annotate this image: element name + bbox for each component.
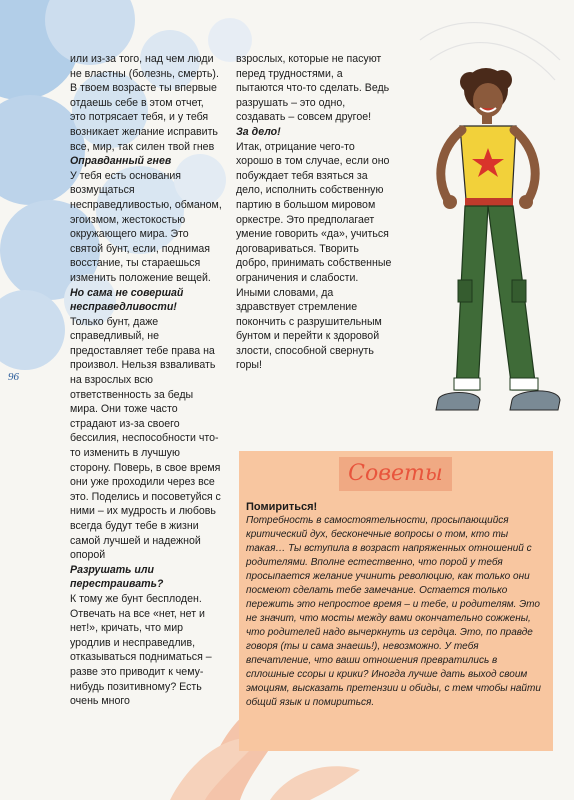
- column-left: [70, 52, 222, 709]
- tips-body: Потребность в самостоятельности, просыпающийся критический дух, бесконечные вопросы о том, кто ты такая… Ты вступила в возраст напряженных отношений с родителями. Вполне естественно, что порой у тебя просыпается желание учинить революцию, как только они посмеют сделать тебе замечание. Остается только пережить это непростое время – и тебе, и родителям. Это не значит, что мосты между вами окончательно сожжены, что родителей надо вычеркнуть из сердца. Это, по правде говоря (ты и сама знаешь!), невозможно. У тебя впечатление, что ваши отношения превратились в сплошные ссоры и крики? Иногда лучше дать выход своим эмоциям, высказать претензии и обиды, с тем чтобы найти общий язык и помириться.: [246, 515, 541, 708]
- tips-title: Советы: [348, 461, 443, 486]
- heading-no-injustice: Но сама не совершай несправедливости!: [70, 286, 184, 314]
- col1-intro: или из-за того, над чем люди не властны (болезнь, смерть). В твоем возрасте ты впервые отдаешь себе в этом отчет, это потрясает тебя, и у тебя возникает желание исправить все, мир, так силен твой гнев: [70, 53, 219, 153]
- col2-intro: взрослых, которые не пасуют перед трудностями, а пытаются что-то сделать. Ведь разрушать – это одно, создавать – совсем другое!: [236, 53, 390, 124]
- heading-justified-anger: Оправданный гнев: [70, 155, 172, 168]
- col1-paragraph-3: К тому же бунт бесплоден. Отвечать на все «нет, нет и нет!», кричать, что мир уродлив и несправедлив, отказываться подниматься – разве это приводит к чему-нибудь позитивному? Есть очень много: [70, 592, 212, 708]
- tips-heading: Помириться!: [246, 501, 318, 513]
- tips-content: [246, 500, 546, 710]
- column-middle: [236, 52, 392, 373]
- col1-paragraph-2: Только бунт, даже справедливый, не предоставляет тебе права на произвол. Нельзя взваливать на взрослых всю ответственность за беды мира. Они тоже часто страдают из-за своего бессилия, неспособности что-то изменить в лучшую сторону. Поверь, в свое время они уже проходили через все это. Поделись и посоветуйся с ними – их мудрость и любовь всегда будут тебе в жизни самой лучшей и надежной опорой: [70, 315, 221, 562]
- col2-paragraph-1: Итак, отрицание чего-то хорошо в том случае, если оно побуждает тебя взяться за дело, исполнить собственную партию в большом мировом оркестре. Это предполагает умение говорить «да», учиться договариваться. Творить добро, принимать собственные ограничения и слабости. Иными словами, да здравствует стремление покончить с разрушительным бунтом и перейти к здоровой злости, способной свернуть горы!: [236, 140, 392, 372]
- heading-to-action: За дело!: [236, 125, 281, 138]
- col1-paragraph-1: У тебя есть основания возмущаться несправедливостью, обманом, эгоизмом, жестокостью окружающего мира. Это святой бунт, если, поднимая восстание, ты стараешься изменить положение вещей.: [70, 169, 222, 284]
- heading-destroy-or-rebuild: Разрушать или перестраивать?: [70, 563, 164, 591]
- page-number: 96: [8, 371, 19, 383]
- girl-illustration: [408, 60, 568, 430]
